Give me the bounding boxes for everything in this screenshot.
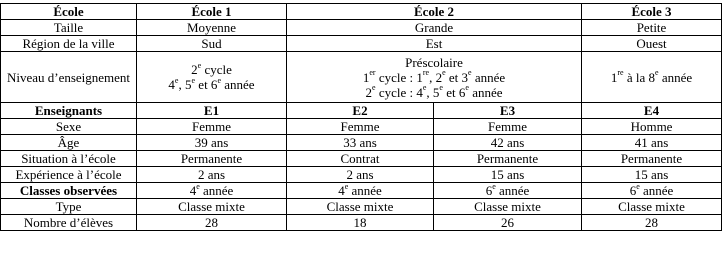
- sex-e1: Femme: [137, 119, 287, 135]
- size-label: Taille: [1, 20, 137, 36]
- age-label: Âge: [1, 135, 137, 151]
- level-school-2: [287, 52, 582, 103]
- type-label: Type: [1, 199, 137, 215]
- level-school-1: [137, 52, 287, 103]
- experience-e4: 15 ans: [582, 167, 722, 183]
- sex-e4: Homme: [582, 119, 722, 135]
- region-school-1: Sud: [137, 36, 287, 52]
- situation-label: Situation à l’école: [1, 151, 137, 167]
- experience-e2: 2 ans: [287, 167, 434, 183]
- students-e3: 26: [434, 215, 582, 231]
- age-e3: 42 ans: [434, 135, 582, 151]
- situation-e2: Contrat: [287, 151, 434, 167]
- classes-label: Classes observées: [1, 183, 137, 199]
- teacher-e4: E4: [582, 103, 722, 119]
- students-e2: 18: [287, 215, 434, 231]
- experience-row: [1, 167, 722, 183]
- teacher-e3: E3: [434, 103, 582, 119]
- header-school-3: École 3: [582, 4, 722, 20]
- sex-e2: Femme: [287, 119, 434, 135]
- sex-label: Sexe: [1, 119, 137, 135]
- classes-e4: 6e année: [582, 183, 722, 199]
- situation-e4: Permanente: [582, 151, 722, 167]
- level-school-3: 1re à la 8e année: [582, 52, 722, 103]
- level-school-2-line-1: Préscolaire: [405, 54, 463, 70]
- type-e3: Classe mixte: [434, 199, 582, 215]
- region-label: Région de la ville: [1, 36, 137, 52]
- level-school-1-line-1: 2e cycle: [191, 60, 232, 77]
- header-school-2: École 2: [287, 4, 582, 20]
- size-school-2: Grande: [287, 20, 582, 36]
- situation-row: [1, 151, 722, 167]
- age-e2: 33 ans: [287, 135, 434, 151]
- header-school-1: École 1: [137, 4, 287, 20]
- age-e4: 41 ans: [582, 135, 722, 151]
- experience-e1: 2 ans: [137, 167, 287, 183]
- classes-e1: 4e année: [137, 183, 287, 199]
- region-row: [1, 36, 722, 52]
- size-row: [1, 20, 722, 36]
- experience-e3: 15 ans: [434, 167, 582, 183]
- teachers-label: Enseignants: [1, 103, 137, 119]
- classes-e2: 4e année: [287, 183, 434, 199]
- classes-row: [1, 183, 722, 199]
- students-row: [1, 215, 722, 231]
- situation-e3: Permanente: [434, 151, 582, 167]
- level-row: [1, 52, 722, 103]
- header-row: [1, 4, 722, 20]
- situation-e1: Permanente: [137, 151, 287, 167]
- sex-e3: Femme: [434, 119, 582, 135]
- school-comparison-table: [0, 3, 722, 231]
- region-school-3: Ouest: [582, 36, 722, 52]
- region-school-2: Est: [287, 36, 582, 52]
- teacher-e2: E2: [287, 103, 434, 119]
- level-school-2-line-2: 1er cycle : 1re, 2e et 3e année: [362, 68, 506, 85]
- type-e2: Classe mixte: [287, 199, 434, 215]
- students-label: Nombre d’élèves: [1, 215, 137, 231]
- age-row: [1, 135, 722, 151]
- age-e1: 39 ans: [137, 135, 287, 151]
- header-label: École: [1, 4, 137, 20]
- teacher-e1: E1: [137, 103, 287, 119]
- classes-e3: 6e année: [434, 183, 582, 199]
- experience-label: Expérience à l’école: [1, 167, 137, 183]
- students-e4: 28: [582, 215, 722, 231]
- level-school-2-line-3: 2e cycle : 4e, 5e et 6e année: [365, 83, 503, 100]
- level-school-1-line-2: 4e, 5e et 6e année: [168, 75, 255, 92]
- size-school-3: Petite: [582, 20, 722, 36]
- level-label: Niveau d’enseignement: [1, 52, 137, 103]
- type-e4: Classe mixte: [582, 199, 722, 215]
- teachers-row: [1, 103, 722, 119]
- type-e1: Classe mixte: [137, 199, 287, 215]
- sex-row: [1, 119, 722, 135]
- size-school-1: Moyenne: [137, 20, 287, 36]
- students-e1: 28: [137, 215, 287, 231]
- type-row: [1, 199, 722, 215]
